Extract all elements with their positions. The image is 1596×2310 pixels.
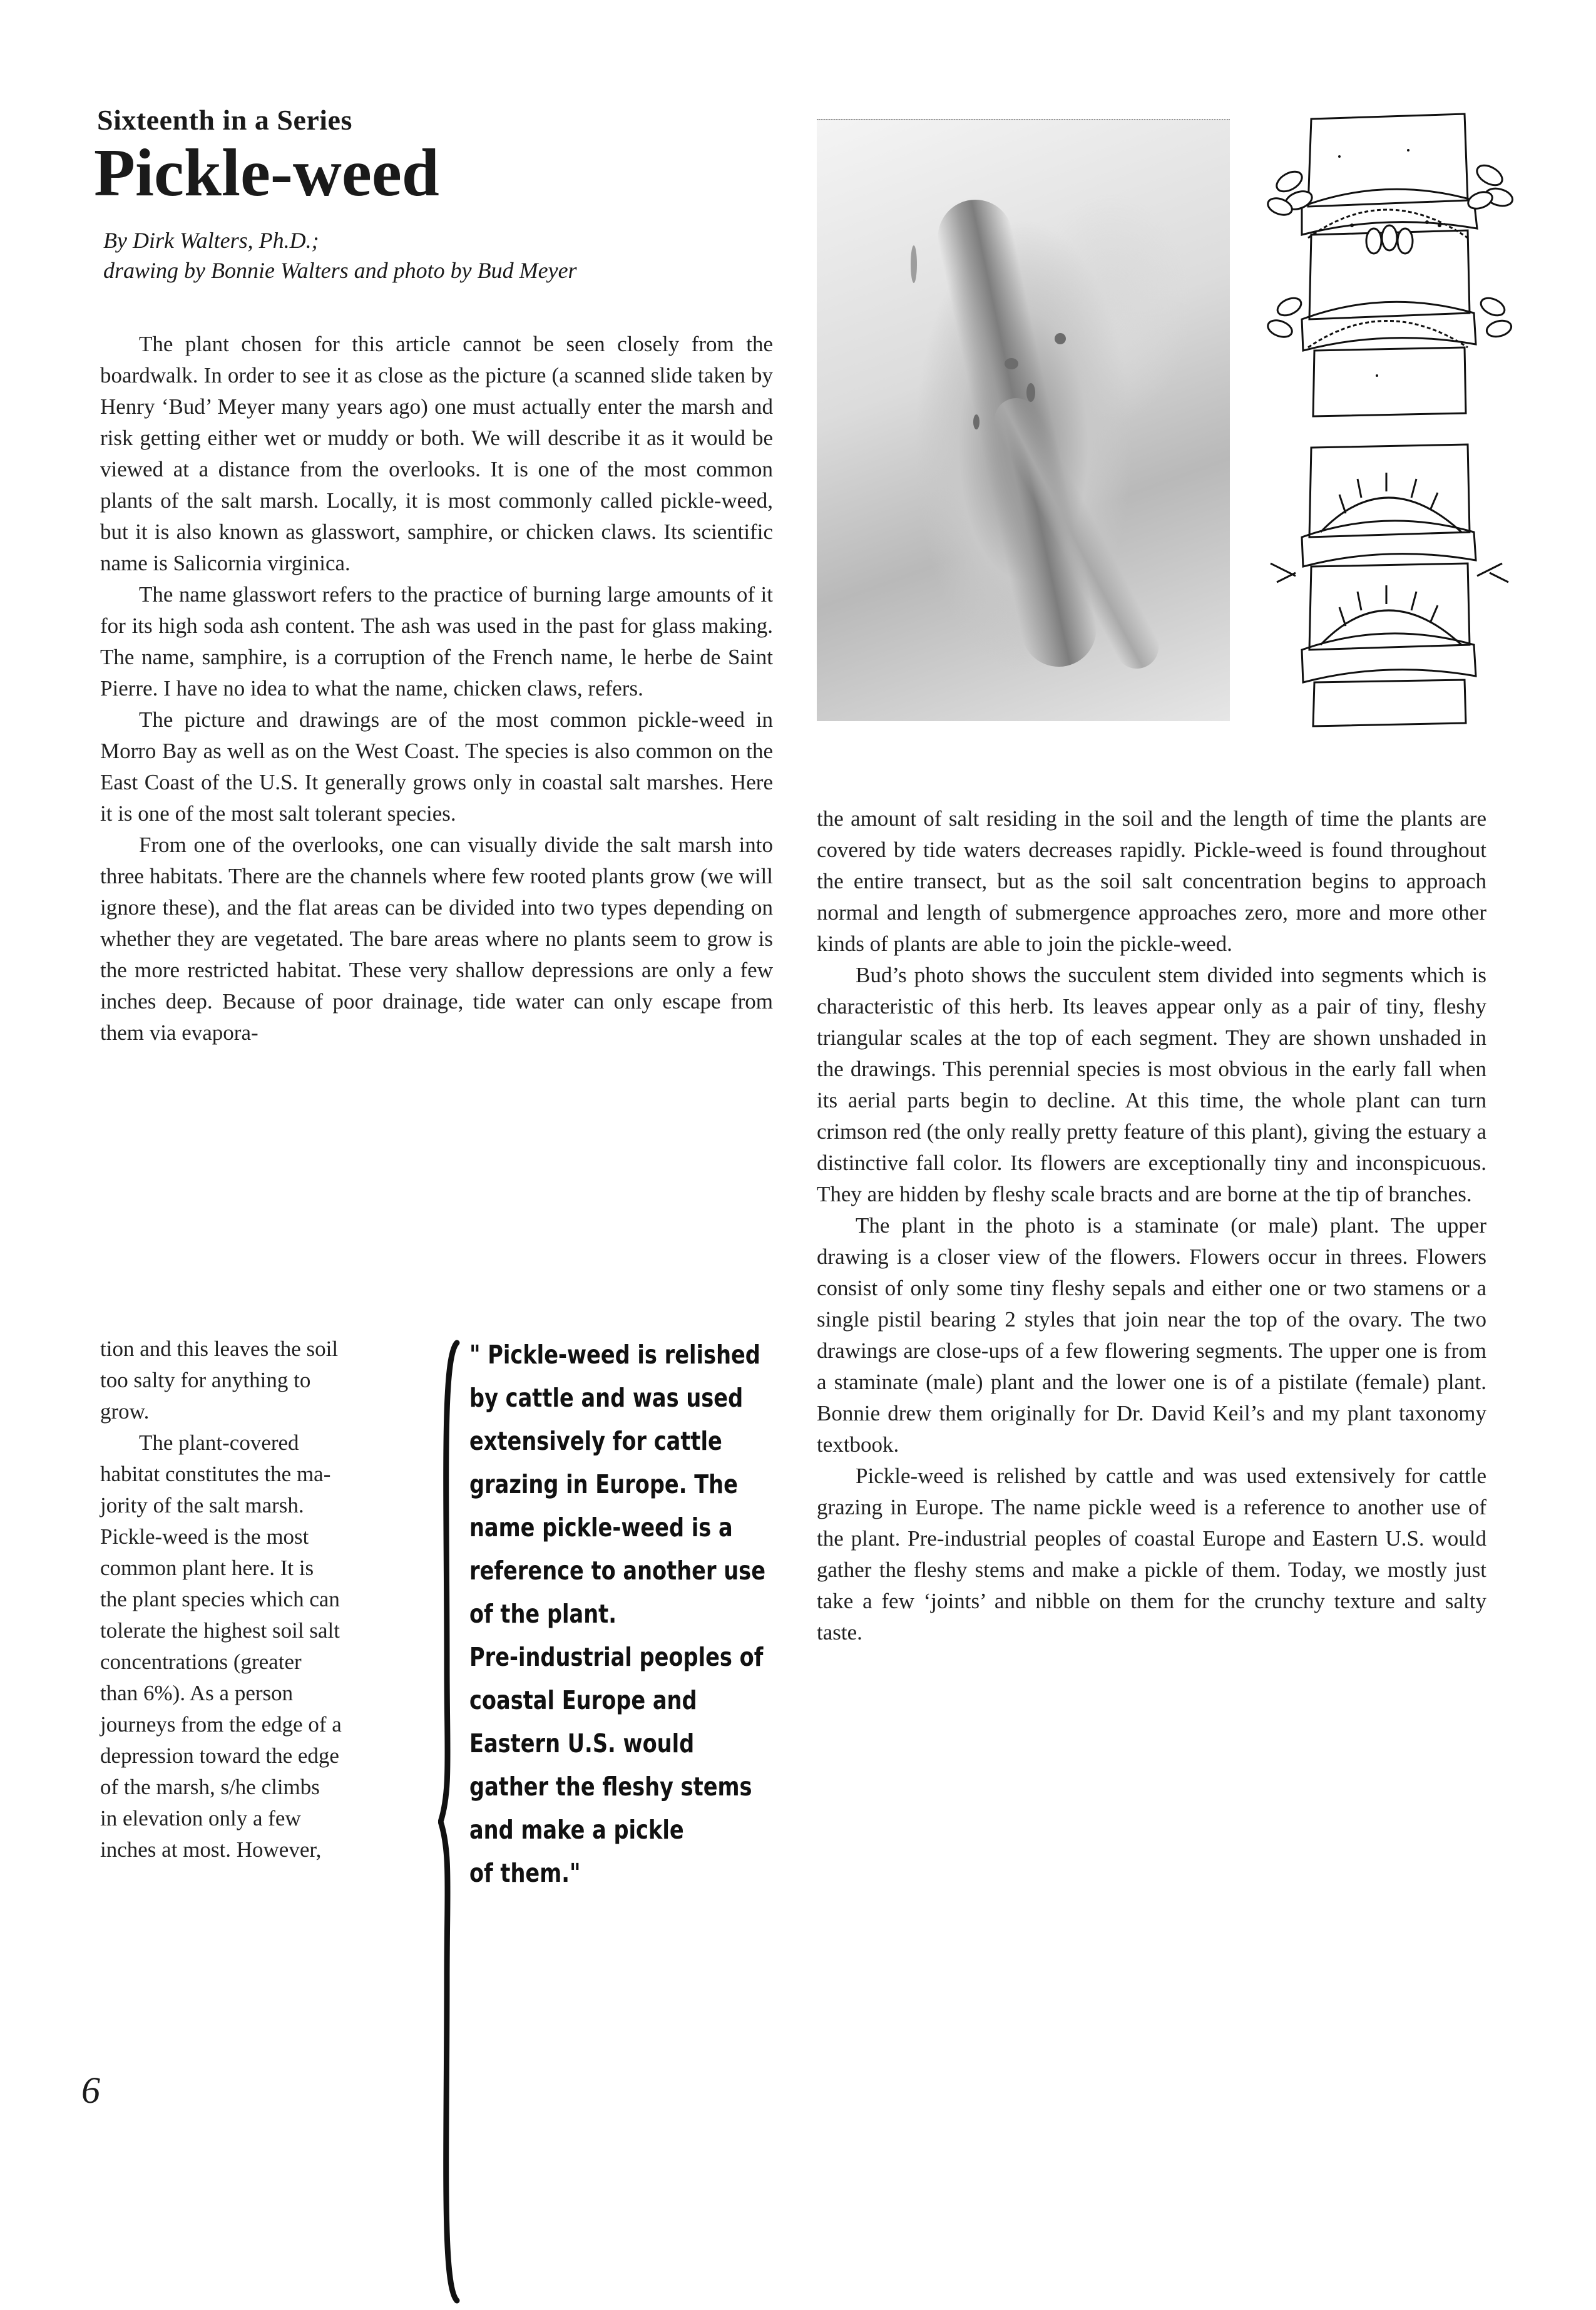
narrow-line: concentrations (greater [100, 1650, 302, 1674]
quote-line: of the plant. [469, 1599, 617, 1629]
quote-line: by cattle and was used [469, 1383, 744, 1413]
page-number: 6 [81, 2070, 100, 2111]
narrow-line: common plant here. It is [100, 1556, 314, 1580]
narrow-line: too salty for anything to [100, 1368, 311, 1392]
quote-line: grazing in Europe. The [469, 1469, 738, 1499]
photo-speck [1026, 383, 1035, 402]
quote-line: extensively for cattle [469, 1426, 722, 1456]
narrow-line: depression toward the edge [100, 1743, 339, 1768]
photo-speck [973, 414, 980, 429]
narrow-line: habitat constitutes the ma- [100, 1462, 331, 1486]
left-paragraph: The name glasswort refers to the practice of burning large amounts of it for its high soda ash content. The ash was used in the past for glass making. The name, samphire, is a corruption of the French name, le herbe de Saint Pierre. I have no idea to what the name, chicken claws, refers. [100, 582, 773, 701]
narrow-line: of the marsh, s/he climbs [100, 1775, 320, 1799]
left-column [100, 329, 773, 1049]
left-paragraph: From one of the overlooks, one can visually divide the salt marsh into three habitats. There are the channels where few rooted plants grow (we will ignore these), and the flat areas can be divided into two types depending on whether they are vegetated. The bare areas where no plants seem to grow is the more restricted habitat. These very shallow depressions are only a few inches deep. Because of poor drainage, tide water can only escape from them via evapora- [100, 833, 773, 1045]
photo-speck [1055, 333, 1066, 344]
right-paragraph: Pickle-weed is relished by cattle and was used extensively for cattle grazing in Europe. The name pickle weed is a reference to another use of the plant. Pre-industrial peoples of coastal Europe and Eastern U.S. would gather the fleshy stems and make a pickle of them. Today, we mostly just take a few ‘joints’ and nibble on them for the crunchy texture and salty taste. [817, 1464, 1486, 1645]
narrow-line: tion and this leaves the soil [100, 1337, 339, 1361]
left-paragraph: The plant chosen for this article cannot be seen closely from the boardwalk. In order to see it as close as the picture (a scanned slide taken by Henry ‘Bud’ Meyer many years ago) one must actually enter the marsh and risk getting either wet or muddy or both. We will describe it as it would be viewed at a distance from the overlooks. It is one of the most common plants of the salt marsh. Locally, it is most commonly called pickle-weed, but it is also known as glasswort, samphire, or chicken claws. Its scientific name is Salicornia virginica. [100, 332, 773, 575]
photo-speck [911, 245, 917, 283]
narrow-line: jority of the salt marsh. [100, 1493, 304, 1517]
series-label: Sixteenth in a Series [97, 104, 352, 136]
narrow-line: tolerate the highest soil salt [100, 1618, 340, 1643]
pistilate-drawing [1252, 438, 1546, 732]
pull-quote [438, 1333, 789, 2310]
pull-quote-text [469, 1333, 765, 1895]
right-paragraph: Bud’s photo shows the succulent stem divided into segments which is characteristic of this herb. Its leaves appear only as a pair of tiny, fleshy triangular scales at the top of each segment. They are shown unshaded in the drawings. This perennial species is most obvious in the early fall when its aerial parts begin to decline. At this time, the whole plant can turn crimson red (the only really pretty feature of this plant), giving the estuary a distinctive fall color. Its flowers are exceptionally tiny and inconspicuous. They are hidden by fleshy scale bracts and are borne at the tip of branches. [817, 963, 1486, 1206]
narrow-line: journeys from the edge of a [100, 1712, 342, 1737]
narrow-line: inches at most. However, [100, 1837, 322, 1862]
byline [103, 225, 577, 285]
narrow-line: grow. [100, 1399, 150, 1424]
pickleweed-photo [817, 119, 1230, 721]
narrow-line: than 6%). As a person [100, 1681, 294, 1705]
narrow-line: Pickle-weed is the most [100, 1524, 309, 1549]
right-paragraph: The plant in the photo is a staminate (or male) plant. The upper drawing is a closer view of the flowers. Flowers occur in threes. Flowers consist of only some tiny fleshy sepals and either one or two stamens or a single pistil bearing 2 styles that join near the top of the ovary. The two drawings are close-ups of a few flowering segments. The upper one is from a staminate (male) plant and the lower one is of a pistilate (female) plant. Bonnie drew them originally for Dr. David Keil’s and my plant taxonomy textbook. [817, 1213, 1486, 1457]
quote-line: " Pickle-weed is relished [469, 1340, 760, 1370]
quote-line: Eastern U.S. would [469, 1728, 695, 1758]
quote-line: and make a pickle [469, 1815, 684, 1845]
left-column-narrow [100, 1333, 413, 1866]
byline-credits: drawing by Bonnie Walters and photo by Bud Meyer [103, 258, 577, 283]
narrow-line: the plant species which can [100, 1587, 340, 1611]
quote-line: name pickle-weed is a [469, 1512, 733, 1543]
right-paragraph: the amount of salt residing in the soil and the length of time the plants are covered by tide waters decreases rapidly. Pickle-weed is found throughout the entire transect, but as the soil salt concentration begins to approach normal and length of submergence approaches zero, more and more other kinds of plants are able to join the pickle-weed. [817, 806, 1486, 956]
narrow-line: in elevation only a few [100, 1806, 301, 1830]
right-column [817, 803, 1486, 1648]
byline-author: By Dirk Walters, Ph.D.; [103, 228, 319, 253]
quote-line: of them." [469, 1858, 581, 1888]
staminate-drawing [1252, 106, 1546, 426]
narrow-line: The plant-covered [139, 1430, 299, 1455]
quote-line: reference to another use [469, 1556, 765, 1586]
quote-line: gather the fleshy stems [469, 1772, 752, 1802]
brace-icon [438, 1340, 463, 2304]
photo-speck [1005, 358, 1018, 369]
left-paragraph: The picture and drawings are of the most common pickle-weed in Morro Bay as well as on the West Coast. The species is also common on the East Coast of the U.S. It generally grows only in coastal salt marshes. Here it is one of the most salt tolerant species. [100, 707, 773, 826]
quote-line: coastal Europe and [469, 1685, 697, 1715]
article-title: Pickle-weed [94, 136, 439, 210]
quote-line: Pre-industrial peoples of [469, 1642, 764, 1672]
